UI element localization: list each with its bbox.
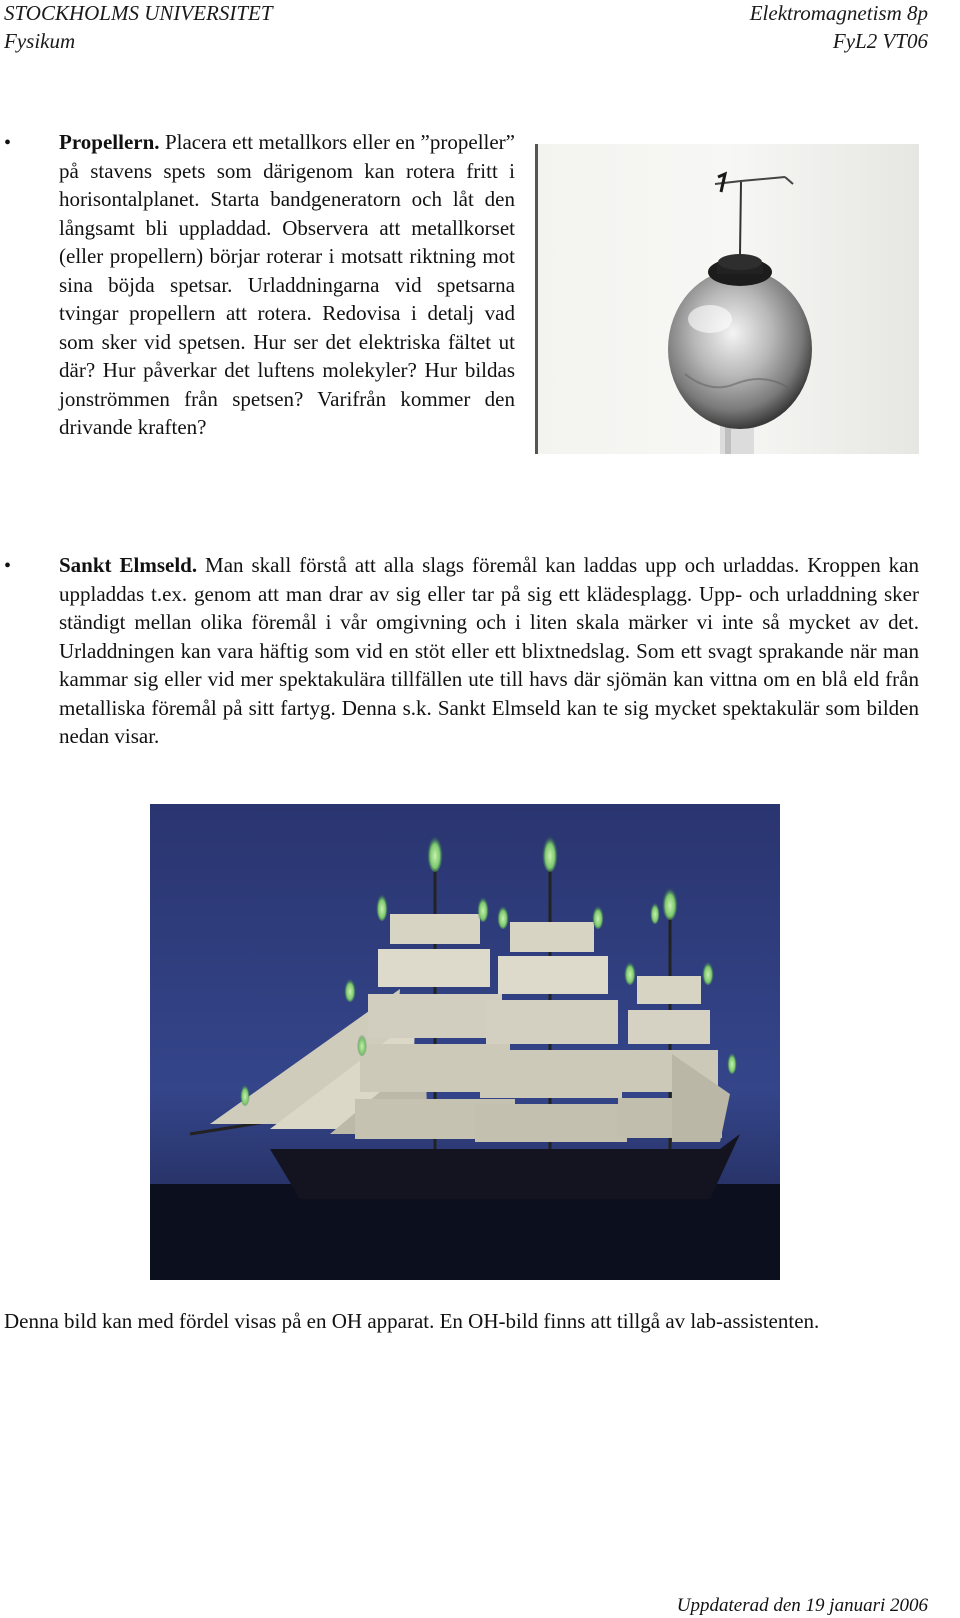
department-name: Fysikum <box>4 29 76 53</box>
propellern-title: Propellern. <box>59 130 160 154</box>
bullet-sankt-elmseld: • <box>4 555 12 577</box>
propeller-photo <box>535 144 919 454</box>
sankt-elmseld-text: Man skall förstå att alla slags föremål kan laddas upp och urladdas. Kroppen kan uppladdas t.ex. genom att man drar av sig eller tar på sig ett klädesplagg. Upp- och urladdning sker ständigt mellan olika föremål i vår omgivning och i liten skala märker vi inte så mycket av det. Urladdningen kan vara häftig som vid en stöt eller ett blixtnedslag. Som ett svagt sprakande när man kammar sig eller vid mer spektakulära tillfällen ute till havs där sjömän kan vittna om en blå eld från metalliska föremål på sitt fartyg. Denna s.k. Sankt Elmseld kan te sig mycket spektakulär som bilden nedan visar. <box>59 553 919 748</box>
course-name: Elektromagnetism 8p <box>749 1 928 25</box>
ship-photo <box>150 804 780 1280</box>
header-right <box>750 0 928 55</box>
university-name: STOCKHOLMS UNIVERSITET <box>4 1 273 25</box>
updated-date: Uppdaterad den 19 januari 2006 <box>676 1595 928 1616</box>
sankt-elmseld-title: Sankt Elmseld. <box>59 553 198 577</box>
bullet-propellern: • <box>4 132 12 154</box>
closing-paragraph: Denna bild kan med fördel visas på en OH apparat. En OH-bild finns att tillgå av lab-assistenten. <box>4 1309 820 1333</box>
header-left <box>4 0 273 55</box>
propellern-paragraph <box>59 128 515 442</box>
propellern-text: Placera ett metallkors eller en ”propeller” på stavens spets som därigenom kan rotera fritt i horisontalplanet. Starta bandgeneratorn och låt den långsamt bli uppladdad. Observera att metallkorset (eller propellern) börjar roterar i motsatt riktning mot sina böjda spetsar. Urladdningarna vid spetsarna tvingar propellern att rotera. Redovisa i detalj vad som sker vid spetsen. Hur ser det elektriska fältet ut där? Hur påverkar det luftens molekyler? Hur bildas jonströmmen från spetsen? Varifrån kommer den drivande kraften? <box>59 130 515 439</box>
sankt-elmseld-paragraph <box>59 551 919 751</box>
course-code: FyL2 VT06 <box>832 29 928 53</box>
